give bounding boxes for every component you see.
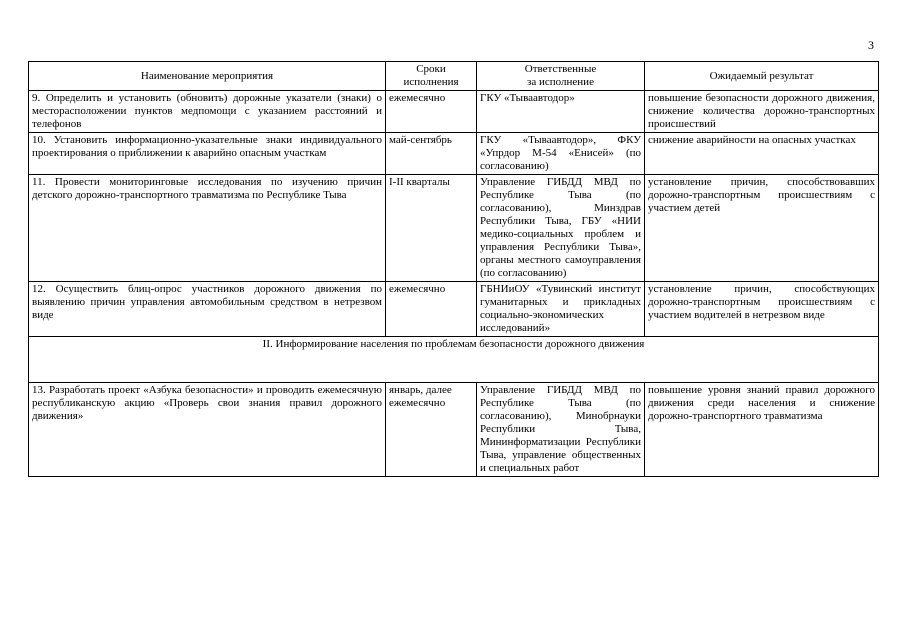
row-10-responsible: ГКУ «Тываавтодор», ФКУ «Упрдор М-54 «Енисей» (по согласованию) [477, 133, 645, 175]
row-9-responsible: ГКУ «Тываавтодор» [477, 91, 645, 133]
row-9-action: 9. Определить и установить (обновить) дорожные указатели (знаки) о месторасположении пунктов медпомощи с указанием расстояний и телефонов [29, 91, 386, 133]
row-12-responsible: ГБНИиОУ «Тувинский институт гуманитарных и прикладных социально-экономических исследований» [477, 282, 645, 337]
row-10-term: май-сентябрь [386, 133, 477, 175]
row-13-term [386, 383, 477, 477]
row-11-responsible: Управление ГИБДД МВД по Республике Тыва (по согласованию), Минздрав Республики Тыва, ГБУ «НИИ медико-социальных проблем и управления Республики Тыва», органы местного самоуправления (по согласованию) [477, 175, 645, 282]
header-result: Ожидаемый результат [645, 62, 879, 91]
section-row [29, 337, 879, 383]
section-title: II. Информирование населения по проблемам безопасности дорожного движения [29, 337, 879, 383]
row-9-term: ежемесячно [386, 91, 477, 133]
table-row [29, 91, 879, 133]
row-13-result: повышение уровня знаний правил дорожного движения среди населения и снижение дорожно-транспортного травматизма [645, 383, 879, 477]
row-13-term-line2: ежемесячно [389, 397, 446, 409]
header-term-line2: исполнения [403, 76, 459, 88]
page-number: 3 [868, 38, 874, 52]
row-12-result: установление причин, способствующих дорожно-транспортным происшествиям с участием водителей в нетрезвом виде [645, 282, 879, 337]
row-10-result: снижение аварийности на опасных участках [645, 133, 879, 175]
header-action: Наименование мероприятия [29, 62, 386, 91]
header-term [386, 62, 477, 91]
row-11-term: I-II кварталы [386, 175, 477, 282]
header-term-line1: Сроки [416, 63, 446, 75]
table-row [29, 133, 879, 175]
header-responsible-line2: за исполнение [527, 76, 594, 88]
row-13-action: 13. Разработать проект «Азбука безопасности» и проводить ежемесячную республиканскую акцию «Проверь свои знания правил дорожного движения» [29, 383, 386, 477]
row-9-result: повышение безопасности дорожного движения, снижение количества дорожно-транспортных происшествий [645, 91, 879, 133]
row-11-action: 11. Провести мониторинговые исследования по изучению причин детского дорожно-транспортного травматизма по Республике Тыва [29, 175, 386, 282]
row-12-term: ежемесячно [386, 282, 477, 337]
table-row [29, 282, 879, 337]
action-plan-table [28, 61, 879, 477]
row-12-action: 12. Осуществить блиц-опрос участников дорожного движения по выявлению причин управления автомобильным средством в нетрезвом виде [29, 282, 386, 337]
table-row [29, 383, 879, 477]
row-10-action: 10. Установить информационно-указательные знаки индивидуального проектирования о приближении к аварийно опасным участкам [29, 133, 386, 175]
table-row [29, 175, 879, 282]
header-responsible [477, 62, 645, 91]
row-11-result: установление причин, способствовавших дорожно-транспортным происшествиям с участием детей [645, 175, 879, 282]
row-13-responsible: Управление ГИБДД МВД по Республике Тыва (по согласованию), Минобрнауки Республики Тыва, Мининформатизации Республики Тыва, управление общественных и специальных работ [477, 383, 645, 477]
header-responsible-line1: Ответственные [524, 63, 597, 75]
row-13-term-line1: январь, далее [389, 384, 452, 396]
table-header-row [29, 62, 879, 91]
